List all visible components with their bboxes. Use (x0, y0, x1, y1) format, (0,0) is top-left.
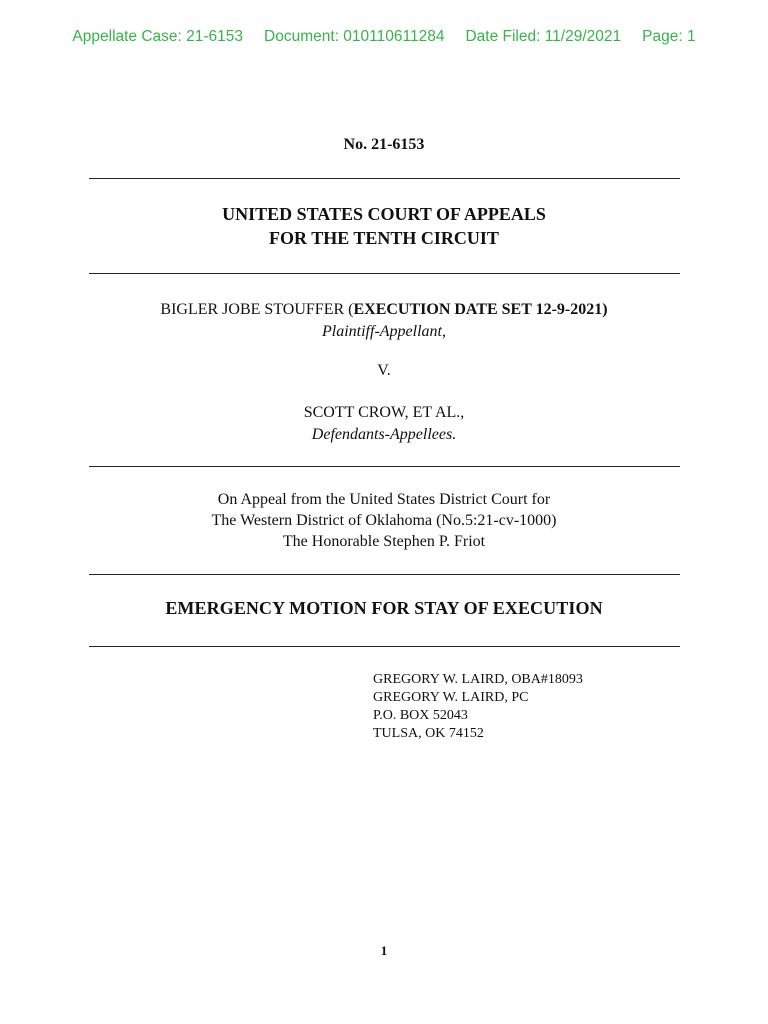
court-title (0, 202, 768, 250)
divider-rule-3 (89, 466, 680, 467)
filing-header-stamp (0, 28, 768, 46)
appeal-line-1: On Appeal from the United States District Court for (217, 491, 551, 508)
counsel-block (373, 671, 583, 743)
plaintiff-role: Plaintiff-Appellant, (322, 323, 446, 340)
defendant-name: SCOTT CROW, ET AL., (303, 404, 465, 421)
execution-date-note: EXECUTION DATE SET 12-9-2021 (353, 301, 603, 318)
divider-rule-2 (89, 273, 680, 274)
stamp-date-filed: Date Filed: 11/29/2021 (465, 28, 622, 45)
divider-rule-1 (89, 178, 680, 179)
plaintiff-name-line (0, 299, 768, 321)
counsel-line-1: GREGORY W. LAIRD, OBA#18093 (373, 672, 583, 687)
appeal-block (0, 489, 768, 552)
versus-label: V. (377, 362, 391, 379)
court-line-2: FOR THE TENTH CIRCUIT (269, 228, 499, 248)
counsel-line-3: P.O. BOX 52043 (373, 708, 468, 723)
plaintiff-block (0, 299, 768, 343)
counsel-line-4: TULSA, OK 74152 (373, 726, 484, 741)
page-number: 1 (380, 943, 388, 958)
appeal-line-3: The Honorable Stephen P. Friot (282, 533, 486, 550)
defendant-role: Defendants-Appellees. (311, 426, 457, 443)
defendant-block (0, 402, 768, 446)
plaintiff-name: BIGLER JOBE STOUFFER ( (160, 301, 354, 318)
stamp-document: Document: 010110611284 (264, 28, 445, 45)
stamp-case: Appellate Case: 21-6153 (72, 28, 244, 45)
appeal-line-2: The Western District of Oklahoma (No.5:21-cv-1000) (211, 512, 557, 529)
court-line-1: UNITED STATES COURT OF APPEALS (222, 204, 546, 224)
divider-rule-5 (89, 646, 680, 647)
stamp-page: Page: 1 (642, 28, 696, 45)
motion-title: EMERGENCY MOTION FOR STAY OF EXECUTION (165, 598, 603, 618)
plaintiff-close-paren: ) (602, 301, 608, 318)
counsel-line-2: GREGORY W. LAIRD, PC (373, 690, 529, 705)
case-number: No. 21-6153 (343, 136, 425, 153)
divider-rule-4 (89, 574, 680, 575)
